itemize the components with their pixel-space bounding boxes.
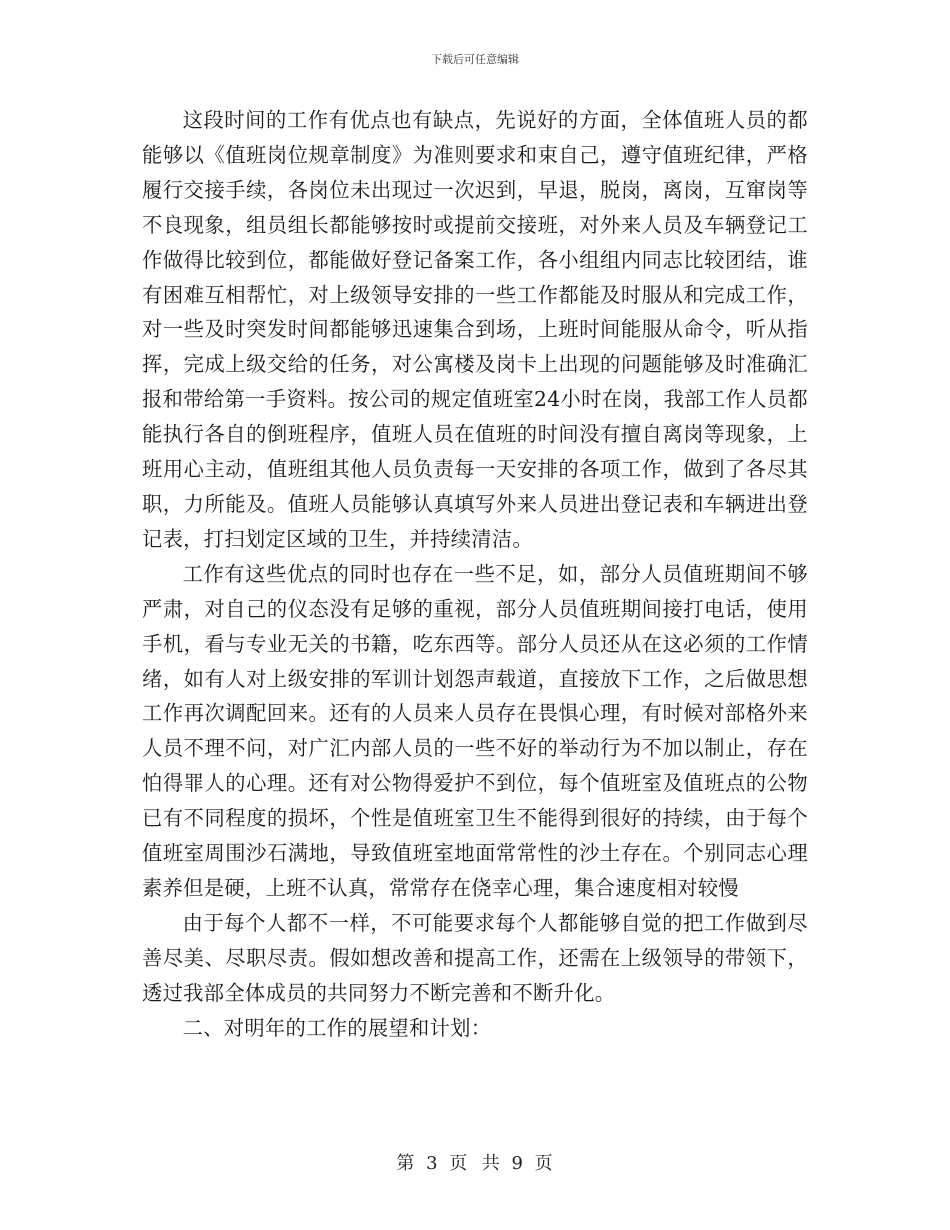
paragraph-shortcomings: 工作有这些优点的同时也存在一些不足，如，部分人员值班期间不够严肃，对自己的仪态没有足够的重视，部分人员值班期间接打电话，使用手机，看与专业无关的书籍，吃东西等。部分人员还从在这必须的工作情绪，如有人对上级安排的军训计划怨声载道，直接放下工作，之后做思想工作再次调配回来。还有的人员来人员存在畏惧心理，有时候对部格外来人员不理不问，对广汇内部人员的一些不好的举动行为不加以制止，存在怕得罪人的心理。还有对公物得爱护不到位，每个值班室及值班点的公物已有不同程度的损坏，个性是值班室卫生不能得到很好的持续，由于每个值班室周围沙石满地，导致值班室地面常常性的沙土存在。个别同志心理素养但是硬，上班不认真，常常存在侥幸心理，集合速度相对较慢 (142, 561, 808, 900)
paragraph-strengths: 这段时间的工作有优点也有缺点，先说好的方面，全体值班人员的都能够以《值班岗位规章制度》为准则要求和束自己，遵守值班纪律，严格履行交接手续，各岗位未出现过一次迟到，早退，脱岗，离岗，互窜岗等不良现象，组员组长都能够按时或提前交接班，对外来人员及车辆登记工作做得比较到位，都能做好登记备案工作，各小组组内同志比较团结，谁有困难互相帮忙，对上级领导安排的一些工作都能及时服从和完成工作，对一些及时突发时间都能够迅速集合到场，上班时间能服从命令，听从指挥，完成上级交给的任务，对公寓楼及岗卡上出现的问题能够及时准确汇报和带给第一手资料。按公司的规定值班室24小时在岗，我部工作人员都能执行各自的倒班程序，值班人员在值班的时间没有擅自离岗等现象，上班用心主动，值班组其他人员负责每一天安排的各项工作，做到了各尽其职，力所能及。值班人员能够认真填写外来人员进出登记表和车辆进出登记表，打扫划定区域的卫生，并持续清洁。 (142, 108, 808, 551)
section-heading-plan: 二、对明年的工作的展望和计划： (182, 1015, 492, 1040)
page-number-footer (0, 1153, 950, 1175)
total-pages-number: 9 (511, 1153, 524, 1174)
footer-prefix: 第 (396, 1153, 416, 1174)
page-header-note: 下载后可任意编辑 (431, 53, 519, 66)
footer-suffix: 页 (534, 1153, 554, 1174)
footer-middle: 页 共 (449, 1153, 501, 1174)
paragraph-improvement: 由于每个人都不一样，不可能要求每个人都能够自觉的把工作做到尽善尽美、尽职尽责。假如想改善和提高工作，还需在上级领导的带领下，透过我部全体成员的共同努力不断完善和不断升化。 (142, 910, 808, 1005)
document-body (142, 103, 808, 1045)
current-page-number: 3 (426, 1153, 439, 1174)
